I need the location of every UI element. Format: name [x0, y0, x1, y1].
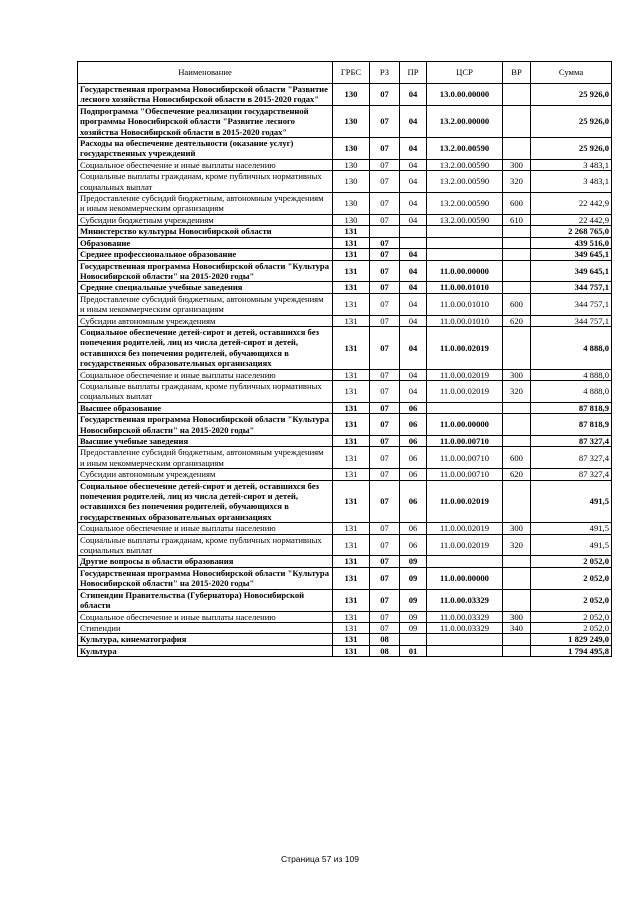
cell-rz: 07: [370, 436, 400, 447]
cell-pr: 04: [400, 84, 427, 106]
table-row: [78, 249, 612, 260]
cell-vr: [503, 436, 531, 447]
cell-grbs: 131: [333, 249, 370, 260]
cell-sum: 3 483,1: [531, 159, 612, 170]
cell-grbs: 131: [333, 226, 370, 237]
cell-pr: [400, 226, 427, 237]
cell-pr: 06: [400, 523, 427, 534]
header-vr: ВР: [503, 62, 531, 84]
cell-rz: 07: [370, 171, 400, 193]
cell-pr: 06: [400, 447, 427, 469]
cell-pr: 06: [400, 436, 427, 447]
cell-name: Среднее профессиональное образование: [78, 249, 333, 260]
cell-vr: [503, 556, 531, 567]
cell-sum: 87 327,4: [531, 469, 612, 480]
cell-grbs: 131: [333, 402, 370, 413]
cell-rz: 07: [370, 622, 400, 633]
table-row: [78, 171, 612, 193]
cell-sum: 344 757,1: [531, 315, 612, 326]
cell-sum: 3 483,1: [531, 171, 612, 193]
cell-vr: [503, 567, 531, 589]
cell-grbs: 131: [333, 523, 370, 534]
cell-pr: 09: [400, 622, 427, 633]
cell-vr: 600: [503, 293, 531, 315]
cell-grbs: 130: [333, 193, 370, 215]
cell-csr: [427, 634, 503, 645]
cell-name: Социальное обеспечение и иные выплаты населению: [78, 611, 333, 622]
cell-name: Высшее образование: [78, 402, 333, 413]
cell-name: Предоставление субсидий бюджетным, автономным учреждениям и иным некоммерческим организациям: [78, 447, 333, 469]
table-row: [78, 214, 612, 225]
cell-sum: 87 818,9: [531, 402, 612, 413]
cell-pr: 04: [400, 138, 427, 160]
cell-vr: [503, 645, 531, 656]
cell-rz: 07: [370, 326, 400, 369]
cell-vr: 300: [503, 159, 531, 170]
cell-csr: 13.2.00.00590: [427, 214, 503, 225]
cell-name: Стипендии Правительства (Губернатора) Новосибирской области: [78, 589, 333, 611]
cell-rz: 07: [370, 159, 400, 170]
cell-pr: 06: [400, 480, 427, 523]
cell-vr: 600: [503, 447, 531, 469]
cell-sum: 4 888,0: [531, 369, 612, 380]
cell-pr: 09: [400, 556, 427, 567]
table-row: [78, 480, 612, 523]
cell-sum: 439 516,0: [531, 237, 612, 248]
cell-grbs: 131: [333, 611, 370, 622]
cell-name: Социальные выплаты гражданам, кроме публичных нормативных социальных выплат: [78, 534, 333, 556]
cell-name: Социальное обеспечение и иные выплаты населению: [78, 369, 333, 380]
cell-sum: 22 442,9: [531, 214, 612, 225]
cell-vr: [503, 402, 531, 413]
cell-pr: 06: [400, 414, 427, 436]
table-row: [78, 556, 612, 567]
cell-csr: [427, 402, 503, 413]
cell-vr: 320: [503, 534, 531, 556]
cell-rz: 07: [370, 193, 400, 215]
table-row: [78, 414, 612, 436]
cell-name: Социальные выплаты гражданам, кроме публичных нормативных социальных выплат: [78, 380, 333, 402]
cell-csr: 11.0.00.00710: [427, 436, 503, 447]
cell-rz: 07: [370, 237, 400, 248]
cell-csr: [427, 645, 503, 656]
cell-pr: 09: [400, 567, 427, 589]
cell-csr: 11.0.00.01010: [427, 282, 503, 293]
cell-pr: 04: [400, 193, 427, 215]
table-header-row: [78, 62, 612, 84]
cell-csr: 11.0.00.02019: [427, 326, 503, 369]
cell-pr: [400, 237, 427, 248]
cell-rz: 07: [370, 138, 400, 160]
cell-name: Культура: [78, 645, 333, 656]
cell-csr: 11.0.00.02019: [427, 534, 503, 556]
cell-rz: 07: [370, 214, 400, 225]
table-row: [78, 138, 612, 160]
cell-grbs: 131: [333, 282, 370, 293]
cell-rz: [370, 226, 400, 237]
cell-rz: 07: [370, 402, 400, 413]
cell-csr: 13.2.00.00590: [427, 193, 503, 215]
cell-csr: [427, 556, 503, 567]
cell-rz: 07: [370, 469, 400, 480]
cell-vr: 620: [503, 469, 531, 480]
cell-vr: [503, 589, 531, 611]
table-row: [78, 326, 612, 369]
cell-sum: 491,5: [531, 480, 612, 523]
cell-grbs: 130: [333, 214, 370, 225]
cell-pr: 04: [400, 315, 427, 326]
cell-vr: [503, 84, 531, 106]
cell-sum: 87 818,9: [531, 414, 612, 436]
cell-rz: 07: [370, 447, 400, 469]
cell-name: Министерство культуры Новосибирской области: [78, 226, 333, 237]
cell-grbs: 131: [333, 414, 370, 436]
table-row: [78, 369, 612, 380]
cell-sum: 4 888,0: [531, 380, 612, 402]
table-row: [78, 226, 612, 237]
table-row: [78, 436, 612, 447]
table-row: [78, 622, 612, 633]
cell-sum: 349 645,1: [531, 260, 612, 282]
cell-name: Государственная программа Новосибирской области "Развитие лесного хозяйства Новосибирской области в 2015-2020 годах": [78, 84, 333, 106]
cell-grbs: 131: [333, 436, 370, 447]
table-row: [78, 567, 612, 589]
table-row: [78, 159, 612, 170]
cell-rz: 07: [370, 611, 400, 622]
cell-vr: [503, 226, 531, 237]
cell-rz: 07: [370, 480, 400, 523]
cell-grbs: 131: [333, 589, 370, 611]
header-name: Наименование: [78, 62, 333, 84]
cell-vr: [503, 480, 531, 523]
cell-pr: 04: [400, 326, 427, 369]
cell-grbs: 131: [333, 556, 370, 567]
cell-pr: 04: [400, 260, 427, 282]
budget-table: [77, 61, 612, 657]
cell-csr: 11.0.00.00710: [427, 469, 503, 480]
cell-grbs: 131: [333, 447, 370, 469]
cell-csr: 11.0.00.00000: [427, 414, 503, 436]
cell-name: Субсидии автономным учреждениям: [78, 469, 333, 480]
cell-vr: 610: [503, 214, 531, 225]
cell-name: Другие вопросы в области образования: [78, 556, 333, 567]
cell-name: Подпрограмма "Обеспечение реализации государственной программы Новосибирской области "Развитие лесного хозяйства Новосибирской области в 2015-2020 годах": [78, 105, 333, 137]
table-row: [78, 315, 612, 326]
cell-vr: [503, 249, 531, 260]
cell-csr: 13.0.00.00000: [427, 84, 503, 106]
cell-rz: 07: [370, 414, 400, 436]
cell-name: Социальное обеспечение детей-сирот и детей, оставшихся без попечения родителей, лиц из числа детей-сирот и детей, оставшихся без попечения родителей, обучающихся в государственных образовательных организациях: [78, 480, 333, 523]
cell-rz: 07: [370, 556, 400, 567]
cell-rz: 07: [370, 534, 400, 556]
cell-vr: [503, 282, 531, 293]
cell-name: Предоставление субсидий бюджетным, автономным учреждениям и иным некоммерческим организациям: [78, 293, 333, 315]
cell-name: Образование: [78, 237, 333, 248]
cell-csr: 13.2.00.00590: [427, 138, 503, 160]
cell-grbs: 130: [333, 105, 370, 137]
cell-sum: 2 052,0: [531, 556, 612, 567]
cell-name: Социальное обеспечение и иные выплаты населению: [78, 523, 333, 534]
header-csr: ЦСР: [427, 62, 503, 84]
cell-rz: 07: [370, 84, 400, 106]
cell-grbs: 130: [333, 159, 370, 170]
header-rz: РЗ: [370, 62, 400, 84]
page-footer: Страница 57 из 109: [281, 854, 359, 864]
cell-rz: 07: [370, 293, 400, 315]
cell-vr: [503, 105, 531, 137]
cell-vr: [503, 237, 531, 248]
cell-vr: [503, 634, 531, 645]
cell-sum: 22 442,9: [531, 193, 612, 215]
cell-rz: 07: [370, 105, 400, 137]
cell-pr: 06: [400, 469, 427, 480]
cell-pr: 04: [400, 369, 427, 380]
table-row: [78, 193, 612, 215]
cell-pr: 04: [400, 159, 427, 170]
cell-pr: 09: [400, 611, 427, 622]
table-row: [78, 611, 612, 622]
cell-csr: 11.0.00.00710: [427, 447, 503, 469]
cell-pr: 01: [400, 645, 427, 656]
table-row: [78, 293, 612, 315]
cell-csr: 11.0.00.02019: [427, 480, 503, 523]
cell-grbs: 130: [333, 138, 370, 160]
cell-name: Стипендии: [78, 622, 333, 633]
cell-sum: 25 926,0: [531, 138, 612, 160]
cell-rz: 07: [370, 282, 400, 293]
cell-csr: [427, 249, 503, 260]
cell-sum: 1 829 249,0: [531, 634, 612, 645]
cell-grbs: 131: [333, 315, 370, 326]
table-row: [78, 645, 612, 656]
cell-sum: 25 926,0: [531, 105, 612, 137]
table-row: [78, 105, 612, 137]
cell-grbs: 131: [333, 326, 370, 369]
cell-sum: 2 052,0: [531, 611, 612, 622]
cell-sum: 491,5: [531, 534, 612, 556]
cell-vr: 340: [503, 622, 531, 633]
cell-rz: 07: [370, 260, 400, 282]
cell-csr: 11.0.00.02019: [427, 369, 503, 380]
table-row: [78, 469, 612, 480]
cell-vr: 320: [503, 171, 531, 193]
cell-csr: 13.2.00.00000: [427, 105, 503, 137]
cell-name: Субсидии бюджетным учреждениям: [78, 214, 333, 225]
cell-vr: 600: [503, 193, 531, 215]
header-pr: ПР: [400, 62, 427, 84]
table-row: [78, 634, 612, 645]
cell-grbs: 131: [333, 369, 370, 380]
table-row: [78, 260, 612, 282]
cell-vr: 300: [503, 369, 531, 380]
cell-grbs: 131: [333, 534, 370, 556]
cell-sum: 349 645,1: [531, 249, 612, 260]
cell-pr: 04: [400, 249, 427, 260]
cell-name: Социальное обеспечение и иные выплаты населению: [78, 159, 333, 170]
cell-vr: 300: [503, 523, 531, 534]
table-row: [78, 380, 612, 402]
cell-vr: 300: [503, 611, 531, 622]
cell-csr: [427, 226, 503, 237]
cell-csr: 11.0.00.01010: [427, 293, 503, 315]
cell-name: Средние специальные учебные заведения: [78, 282, 333, 293]
cell-name: Социальные выплаты гражданам, кроме публичных нормативных социальных выплат: [78, 171, 333, 193]
table-row: [78, 282, 612, 293]
cell-vr: [503, 138, 531, 160]
cell-grbs: 131: [333, 645, 370, 656]
cell-csr: 11.0.00.00000: [427, 567, 503, 589]
cell-csr: 11.0.00.03329: [427, 611, 503, 622]
cell-grbs: 131: [333, 469, 370, 480]
cell-rz: 07: [370, 315, 400, 326]
table-row: [78, 589, 612, 611]
cell-grbs: 131: [333, 480, 370, 523]
cell-sum: 491,5: [531, 523, 612, 534]
cell-name: Социальное обеспечение детей-сирот и детей, оставшихся без попечения родителей, лиц из числа детей-сирот и детей, оставшихся без попечения родителей, обучающихся в государственных образовательных организациях: [78, 326, 333, 369]
cell-grbs: 131: [333, 380, 370, 402]
cell-pr: 04: [400, 214, 427, 225]
cell-pr: 06: [400, 534, 427, 556]
header-grbs: ГРБС: [333, 62, 370, 84]
cell-sum: 2 268 765,0: [531, 226, 612, 237]
table-row: [78, 447, 612, 469]
cell-rz: 07: [370, 249, 400, 260]
cell-pr: [400, 634, 427, 645]
table-row: [78, 237, 612, 248]
cell-grbs: 131: [333, 293, 370, 315]
cell-sum: 87 327,4: [531, 436, 612, 447]
cell-sum: 87 327,4: [531, 447, 612, 469]
cell-pr: 06: [400, 402, 427, 413]
cell-sum: 344 757,1: [531, 282, 612, 293]
cell-sum: 1 794 495,8: [531, 645, 612, 656]
cell-sum: 4 888,0: [531, 326, 612, 369]
table-row: [78, 523, 612, 534]
cell-csr: 11.0.00.03329: [427, 589, 503, 611]
cell-grbs: 130: [333, 84, 370, 106]
cell-csr: 11.0.00.03329: [427, 622, 503, 633]
cell-csr: 11.0.00.00000: [427, 260, 503, 282]
cell-grbs: 130: [333, 171, 370, 193]
cell-sum: 344 757,1: [531, 293, 612, 315]
cell-rz: 07: [370, 523, 400, 534]
cell-sum: 2 052,0: [531, 589, 612, 611]
table-row: [78, 402, 612, 413]
table-row: [78, 534, 612, 556]
cell-csr: 13.2.00.00590: [427, 171, 503, 193]
cell-sum: 2 052,0: [531, 567, 612, 589]
cell-csr: [427, 237, 503, 248]
cell-rz: 07: [370, 567, 400, 589]
cell-rz: 07: [370, 589, 400, 611]
cell-vr: 320: [503, 380, 531, 402]
cell-vr: 620: [503, 315, 531, 326]
cell-csr: 11.0.00.02019: [427, 380, 503, 402]
cell-rz: 07: [370, 369, 400, 380]
cell-grbs: 131: [333, 567, 370, 589]
cell-name: Расходы на обеспечение деятельности (оказание услуг) государственных учреждений: [78, 138, 333, 160]
cell-rz: 08: [370, 634, 400, 645]
cell-grbs: 131: [333, 622, 370, 633]
cell-sum: 2 052,0: [531, 622, 612, 633]
cell-name: Государственная программа Новосибирской области "Культура Новосибирской области" на 2015-2020 годы": [78, 260, 333, 282]
cell-pr: 04: [400, 380, 427, 402]
cell-name: Предоставление субсидий бюджетным, автономным учреждениям и иным некоммерческим организациям: [78, 193, 333, 215]
cell-pr: 04: [400, 171, 427, 193]
cell-vr: [503, 260, 531, 282]
cell-vr: [503, 414, 531, 436]
cell-rz: 08: [370, 645, 400, 656]
cell-rz: 07: [370, 380, 400, 402]
cell-csr: 13.2.00.00590: [427, 159, 503, 170]
cell-name: Культура, кинематография: [78, 634, 333, 645]
cell-sum: 25 926,0: [531, 84, 612, 106]
cell-name: Государственная программа Новосибирской области "Культура Новосибирской области" на 2015-2020 годы": [78, 414, 333, 436]
cell-pr: 09: [400, 589, 427, 611]
cell-grbs: 131: [333, 237, 370, 248]
cell-grbs: 131: [333, 634, 370, 645]
cell-vr: [503, 326, 531, 369]
cell-grbs: 131: [333, 260, 370, 282]
cell-name: Субсидии автономным учреждениям: [78, 315, 333, 326]
cell-name: Государственная программа Новосибирской области "Культура Новосибирской области" на 2015-2020 годы": [78, 567, 333, 589]
cell-pr: 04: [400, 105, 427, 137]
cell-name: Высшие учебные заведения: [78, 436, 333, 447]
cell-csr: 11.0.00.02019: [427, 523, 503, 534]
cell-csr: 11.0.00.01010: [427, 315, 503, 326]
cell-pr: 04: [400, 293, 427, 315]
table-row: [78, 84, 612, 106]
cell-pr: 04: [400, 282, 427, 293]
header-sum: Сумма: [531, 62, 612, 84]
